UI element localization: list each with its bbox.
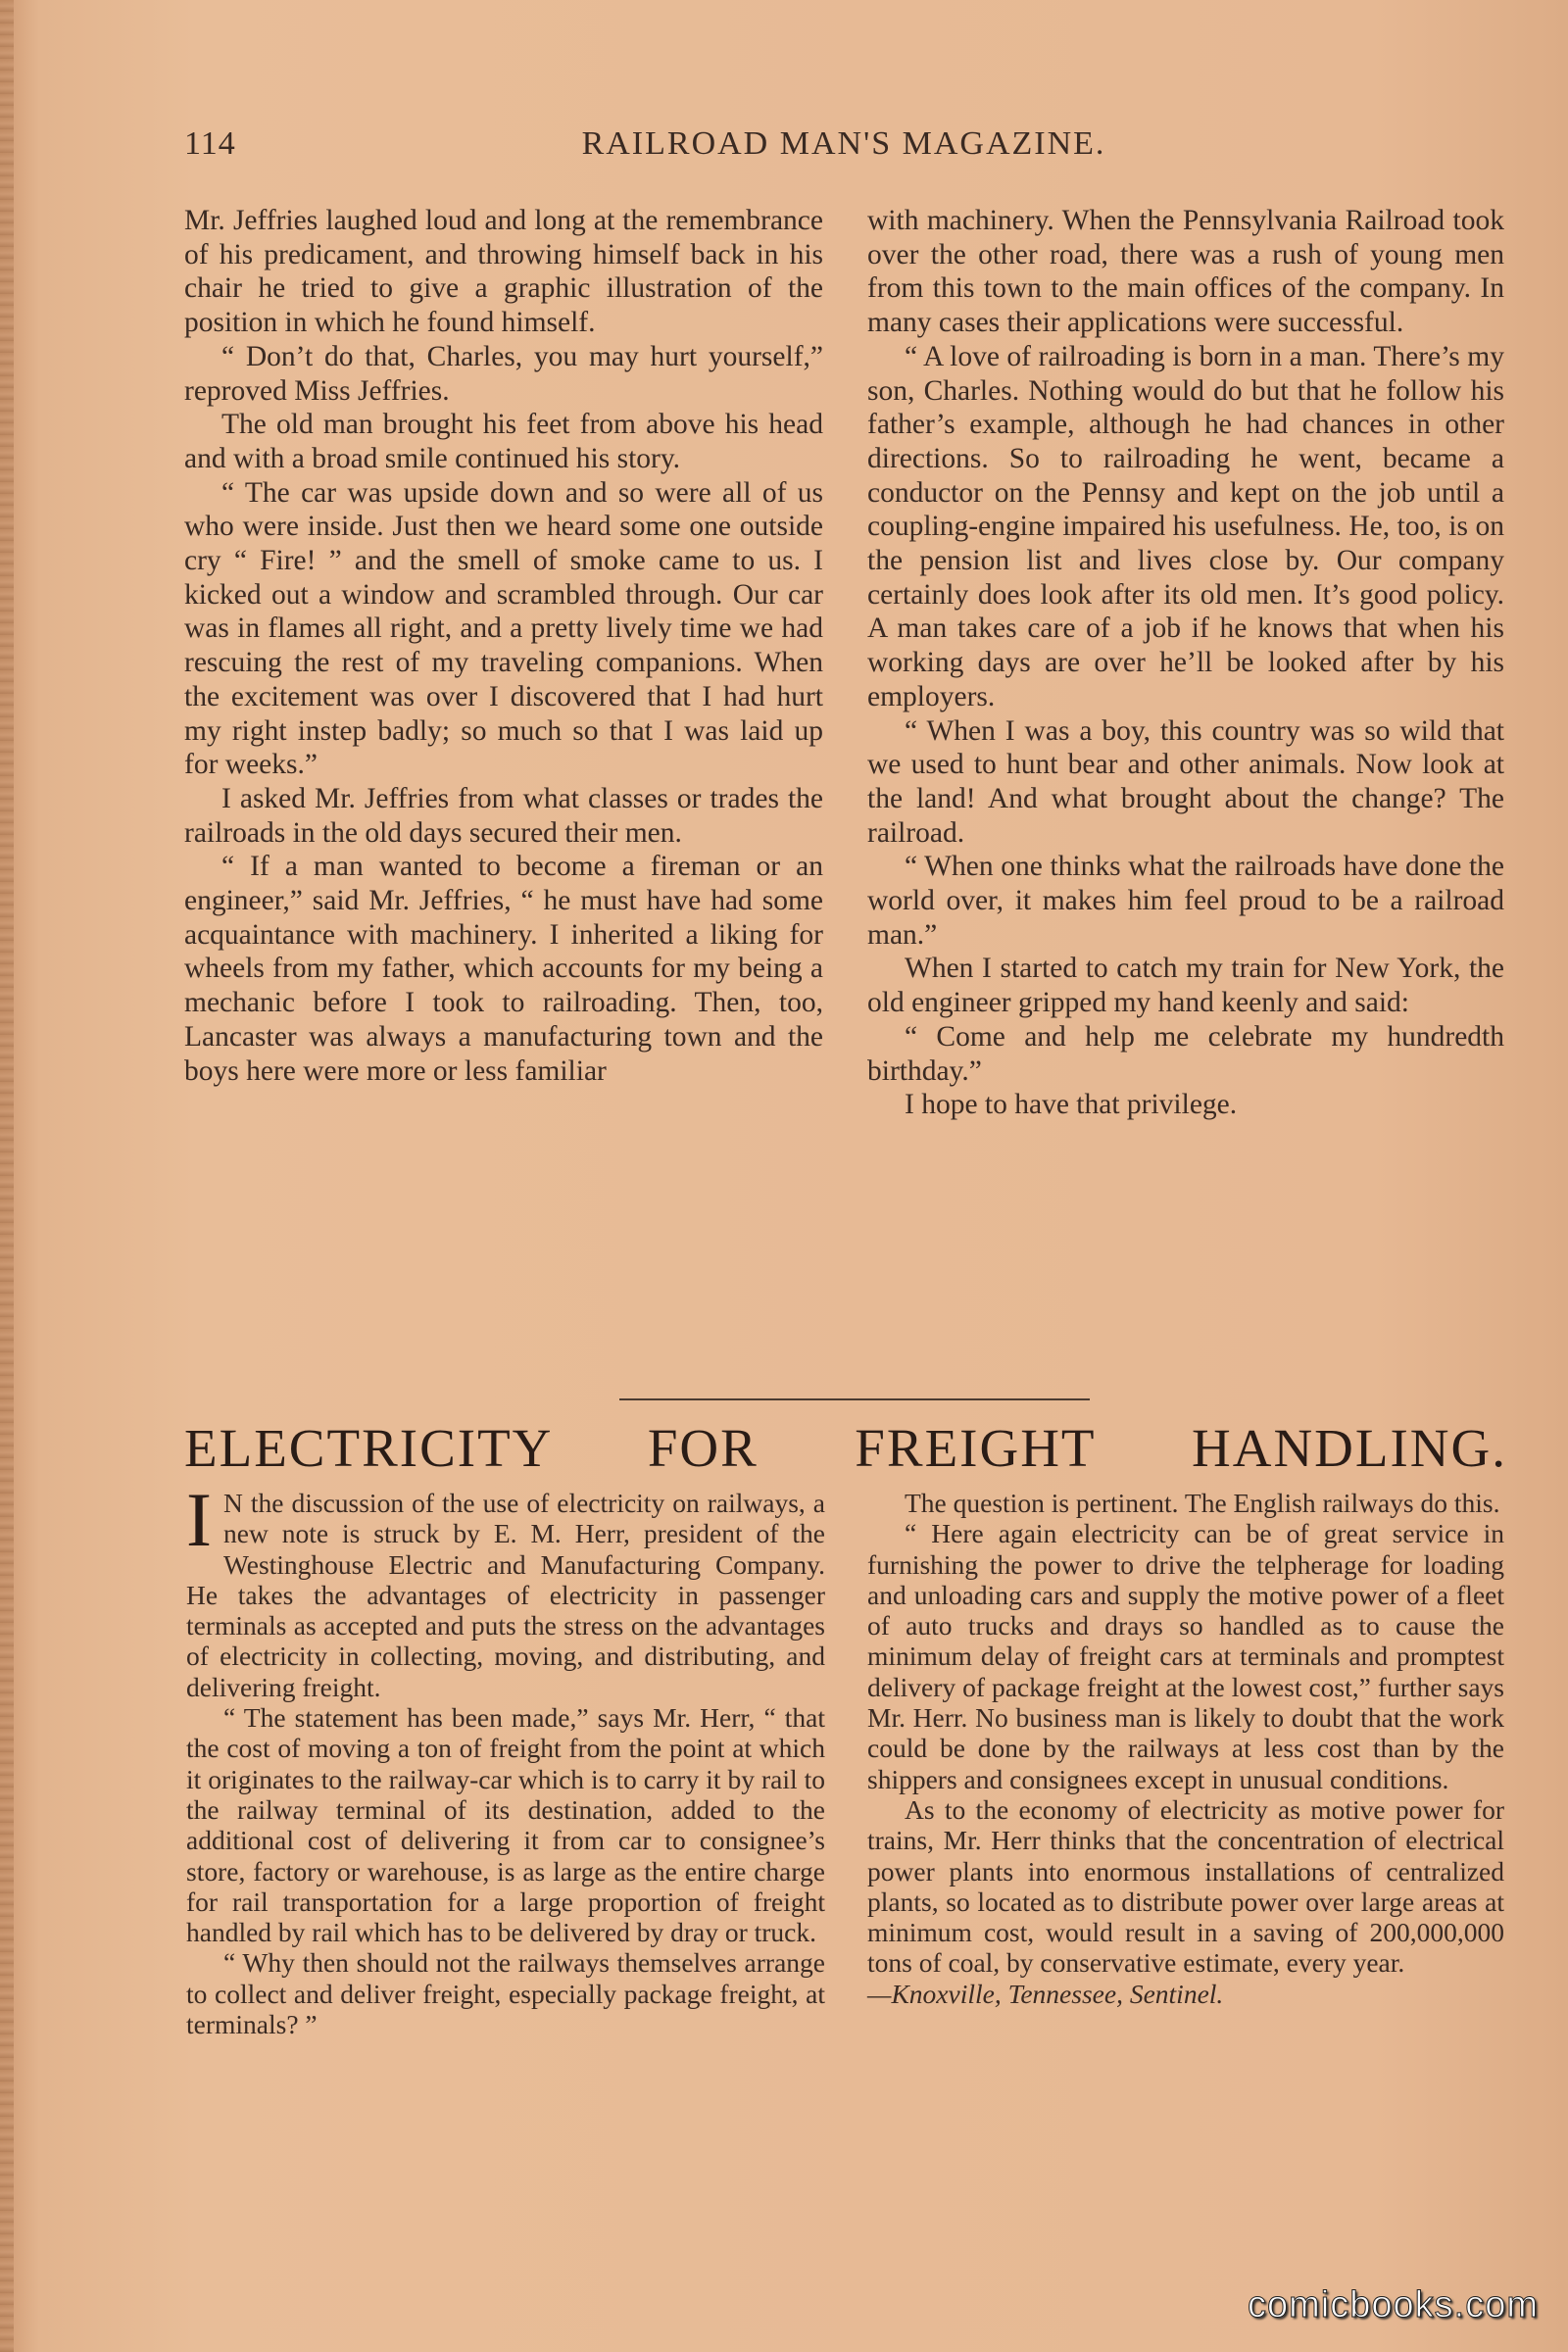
paragraph: “ When I was a boy, this country was so wild that we used to hunt bear and other animals. Now look at the land! And what brought about the change? The railroad. bbox=[867, 714, 1504, 849]
paragraph: “ When one thinks what the railroads have done the world over, it makes him feel proud to be a railroad man.” bbox=[867, 851, 1504, 951]
article-column-right bbox=[867, 1488, 1504, 2009]
paragraph: Mr. Jeffries laughed loud and long at the remembrance of his predicament, and throwing himself back in his chair he tried to give a graphic illustration of the position in which he found himself. bbox=[184, 205, 823, 339]
drop-cap: I bbox=[186, 1477, 212, 1562]
source-credit: —Knoxville, Tennessee, Sentinel. bbox=[867, 1978, 1224, 2009]
article-title: ELECTRICITY FOR FREIGHT HANDLING. bbox=[184, 1418, 1507, 1478]
paragraph: “ The statement has been made,” says Mr. Herr, “ that the cost of moving a ton of freight from the point at which it originates to the railway-car which is to carry it by rail to the railway terminal of its destination, added to the additional cost of delivering it from car to consignee’s store, factory or warehouse, is as large as the entire charge for rail transportation for a large proportion of freight handled by rail which has to be delivered by dray or truck. bbox=[186, 1702, 825, 1948]
story-column-right bbox=[867, 204, 1504, 1122]
paragraph: “ The car was upside down and so were all of us who were inside. Just then we heard some one outside cry “ Fire! ” and the smell of smoke came to us. I kicked out a window and scrambled through. Our car was in flames all right, and a pretty lively time we had rescuing the rest of my traveling companions. When the excitement was over I discovered that I had hurt my right instep badly; so much so that I was laid up for weeks.” bbox=[184, 476, 823, 781]
paragraph: I asked Mr. Jeffries from what classes or trades the railroads in the old days secured their men. bbox=[184, 782, 823, 849]
paragraph: with machinery. When the Pennsylvania Railroad took over the other road, there was a rush of young men from this town to the main offices of the company. In many cases their applications were successful. bbox=[867, 205, 1504, 339]
paragraph: As to the economy of electricity as motive power for trains, Mr. Herr thinks that the concentration of electrical power plants into enormous installations of centralized plants, so located as to distribute power over large areas at minimum cost, would result in a saving of 200,000,000 tons of coal, by conservative estimate, every year. bbox=[867, 1793, 1504, 1979]
paragraph: “ Come and help me celebrate my hundredth birthday.” bbox=[867, 1020, 1504, 1087]
section-divider bbox=[619, 1398, 1090, 1400]
article-column-left bbox=[186, 1477, 825, 2040]
page-header bbox=[184, 125, 1503, 171]
paragraph: “ Don’t do that, Charles, you may hurt yourself,” reproved Miss Jeffries. bbox=[184, 340, 823, 407]
first-paragraph bbox=[186, 1477, 825, 1702]
paragraph: The old man brought his feet from above his head and with a broad smile continued his story. bbox=[184, 409, 823, 474]
site-watermark: comicbooks.com bbox=[1248, 2284, 1539, 2326]
paragraph: I hope to have that privilege. bbox=[905, 1089, 1238, 1121]
story-column-left bbox=[184, 204, 823, 1088]
paragraph: The question is pertinent. The English railways do this. bbox=[905, 1488, 1500, 1518]
page-spine-edge bbox=[0, 0, 14, 2352]
paragraph: “ A love of railroading is born in a man. There’s my son, Charles. Nothing would do but that he follow his father’s example, although he had chances in other directions. So to railroading he went, became a conductor on the Pennsy and kept on the job until a coupling-engine impaired his usefulness. He, too, is on the pension list and lives close by. Our company certainly does look after its old men. It’s good policy. A man takes care of a job if he knows that when his working days are over he’ll be looked after by his employers. bbox=[867, 340, 1504, 712]
paragraph: “ If a man wanted to become a fireman or an engineer,” said Mr. Jeffries, “ he must have had some acquaintance with machinery. I inherited a liking for wheels from my father, which accounts for my being a mechanic before I took to railroading. Then, too, Lancaster was always a manufacturing town and the boys here were more or less familiar bbox=[184, 851, 823, 1087]
paragraph: When I started to catch my train for New York, the old engineer gripped my hand keenly and said: bbox=[867, 953, 1504, 1019]
page-number: 114 bbox=[184, 125, 236, 162]
paragraph: “ Why then should not the railways themselves arrange to collect and deliver freight, especially package freight, at terminals? ” bbox=[186, 1947, 825, 2040]
running-title: RAILROAD MAN'S MAGAZINE. bbox=[581, 125, 1106, 162]
first-paragraph-text: N the discussion of the use of electricity on railways, a new note is struck by E. M. Herr, president of the Westinghouse Electric and Manufacturing Company. He takes the advantages of electricity in passenger terminals as accepted and puts the stress on the advantages of electricity in collecting, moving, and distributing, and delivering freight. bbox=[186, 1488, 825, 1702]
paragraph: “ Here again electricity can be of great service in furnishing the power to drive the telpherage for loading and unloading cars and supply the motive power of a fleet of auto trucks and drays so handled as to cause the minimum delay of freight cars at terminals and promptest delivery of package freight at the lowest cost,” further says Mr. Herr. No business man is likely to doubt that the work could be done by the railways at less cost than by the shippers and consignees except in unusual conditions. bbox=[867, 1518, 1504, 1794]
